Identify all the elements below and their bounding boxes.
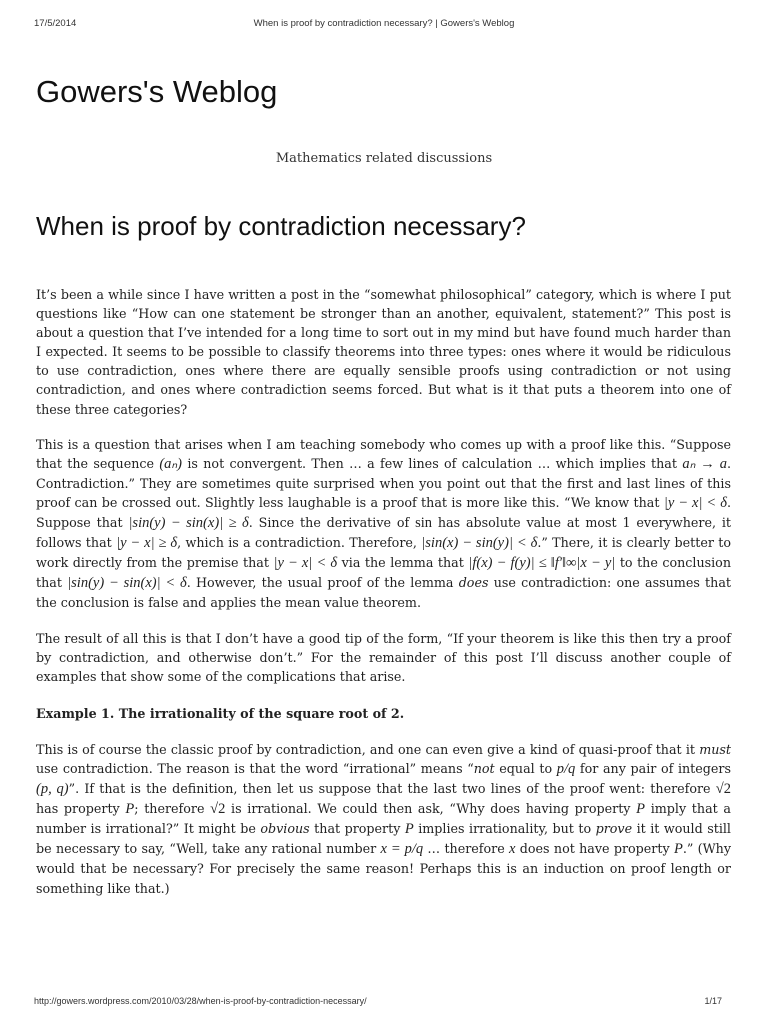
math-expression: P — [404, 821, 414, 838]
math-expression: |sin(x) − sin(y)| < δ — [421, 535, 538, 552]
paragraph-example-1: This is of course the classic proof by contradiction, and one can even give a kind of quasi-proof that it must use contradiction. The reason is that the word “irrational” means “not equal to p/q for any pair of integers (p, q)”. If that is the definition, then let us suppose that the last two lines of the proof went: therefore √2 has property P; therefore √2 is irrational. We could then ask, “Why does having property P imply that a number is irrational?” It might be obvious that property P implies irrationality, but to prove it it would still be necessary to say, “Well, take any rational number x = p/q … therefore x does not have property P.” (Why would that be necessary? For precisely the same reason! Perhaps this is an induction on proof length or something like that.) — [36, 741, 731, 896]
math-expression: P — [673, 841, 683, 858]
print-footer — [34, 996, 734, 1010]
emphasis: must — [699, 741, 731, 757]
math-expression: |y − x| < δ — [273, 555, 338, 572]
math-expression: x — [509, 841, 516, 858]
math-expression: (aₙ) — [159, 455, 183, 472]
math-expression: sin — [415, 515, 432, 532]
math-expression: |sin(y) − sin(x)| ≥ δ — [128, 515, 249, 532]
emphasis: prove — [595, 821, 633, 837]
print-header — [34, 18, 734, 32]
post-content — [36, 285, 731, 898]
math-expression: x = p/q — [380, 841, 424, 858]
math-expression: |y − x| ≥ δ — [116, 535, 178, 552]
post-title[interactable]: When is proof by contradiction necessary? — [36, 211, 526, 241]
print-date: 17/5/2014 — [34, 18, 77, 29]
example-1-heading: Example 1. The irrationality of the square root of 2. — [36, 705, 405, 721]
math-expression: √2 — [210, 801, 226, 818]
math-expression: p/q — [556, 760, 576, 777]
paragraph-result: The result of all this is that I don’t have a good tip of the form, “If your theorem is like this then try a proof by contradiction, and otherwise don’t.” For the remainder of this post I’ll discuss another couple of examples that show some of the complications that arise. — [36, 630, 731, 684]
emphasis: does — [458, 575, 489, 591]
page-number: 1/17 — [704, 996, 722, 1006]
emphasis: not — [473, 760, 495, 776]
math-expression: (p, q) — [36, 781, 69, 798]
paragraph-teaching-example: This is a question that arises when I am teaching somebody who comes up with a proof like this. “Suppose that the sequence (aₙ) is not convergent. Then … a few lines of calculation … which implies that aₙ → a. Contradiction.” They are sometimes quite surprised when you point out that the first and last lines of this proof can be crossed out. Slightly less laughable is a proof that is more like this. “We know that |y − x| < δ. Suppose that |sin(y) − sin(x)| ≥ δ. Since the derivative of sin has absolute value at most 1 everywhere, it follows that |y − x| ≥ δ, which is a contradiction. Therefore, |sin(x) − sin(y)| < δ.” There, it is clearly better to work directly from the premise that |y − x| < δ via the lemma that |f(x) − f(y)| ≤ ‖f′‖∞|x − y| to the conclusion that |sin(y) − sin(x)| < δ. However, the usual proof of the lemma does use contradiction: one assumes that the conclusion is false and applies the mean value theorem. — [36, 436, 732, 611]
emphasis: obvious — [260, 821, 310, 837]
math-expression: |sin(y) − sin(x)| < δ — [67, 575, 187, 592]
math-expression: aₙ → a — [682, 455, 727, 472]
math-expression: |y − x| < δ — [663, 494, 727, 511]
math-expression: P — [636, 801, 646, 818]
site-tagline: Mathematics related discussions — [275, 151, 493, 166]
print-page-title: When is proof by contradiction necessary? | Gowers's Weblog — [253, 18, 515, 29]
site-title[interactable]: Gowers's Weblog — [36, 74, 278, 109]
paragraph-intro: It’s been a while since I have written a post in the “somewhat philosophical” category, which is where I put questions like “How can one statement be stronger than an another, equivalent, statement?” This post is about a question that I’ve intended for a long time to sort out in my mind but have found much harder than I expected. It seems to be possible to classify theorems into three types: ones where it would be ridiculous to use contradiction, ones where there are equally sensible proofs using contradiction or not using contradiction, and ones where contradiction seems forced. But what is it that puts a theorem into one of these three categories? — [36, 287, 731, 417]
math-expression: √2 — [715, 781, 731, 798]
page-url-link[interactable]: http://gowers.wordpress.com/2010/03/28/when-is-proof-by-contradiction-necessary/ — [34, 996, 367, 1006]
math-expression: |f(x) − f(y)| ≤ ‖f′‖∞|x − y| — [468, 555, 616, 572]
math-expression: P — [125, 801, 135, 818]
